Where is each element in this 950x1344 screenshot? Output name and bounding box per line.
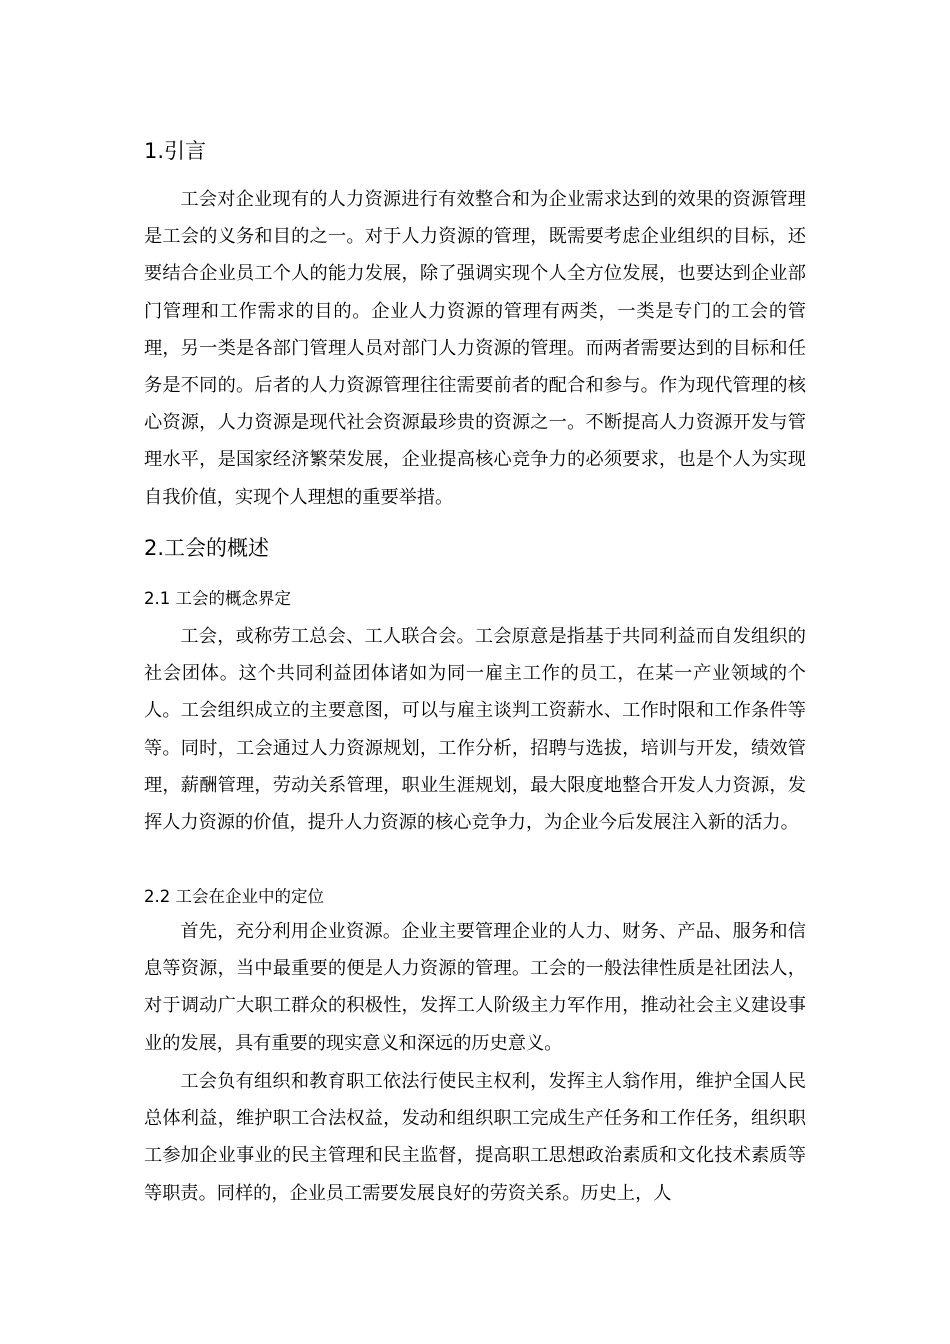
section-2-1-paragraph: 工会，或称劳工总会、工人联合会。工会原意是指基于共同利益而自发组织的社会团体。这个共同利益团体诸如为同一雇主工作的员工，在某一产业领域的个人。工会组织成立的主要意图，可以与雇主谈判工资薪水、工作时限和工作条件等等。同时，工会通过人力资源规划，工作分析，招聘与选拔，培训与开发，绩效管理，薪酬管理，劳动关系管理，职业生涯规划，最大限度地整合开发人力资源，发挥人力资源的价值，提升人力资源的核心竞争力，为企业今后发展注入新的活力。: [144, 626, 806, 834]
section-2-2-heading: 2.2 工会在企业中的定位: [144, 887, 324, 906]
section-1-heading: 1.引言: [144, 139, 207, 163]
section-1-paragraph: 工会对企业现有的人力资源进行有效整合和为企业需求达到的效果的资源管理是工会的义务和目的之一。对于人力资源的管理，既需要考虑企业组织的目标，还要结合企业员工个人的能力发展，除了强调实现个人全方位发展，也要达到企业部门管理和工作需求的目的。企业人力资源的管理有两类，一类是专门的工会的管理，另一类是各部门管理人员对部门人力资源的管理。而两者需要达到的目标和任务是不同的。后者的人力资源管理往往需要前者的配合和参与。作为现代管理的核心资源，人力资源是现代社会资源最珍贵的资源之一。不断提高人力资源开发与管理水平，是国家经济繁荣发展，企业提高核心竞争力的必须要求，也是个人为实现自我价值，实现个人理想的重要举措。: [144, 189, 806, 508]
section-2-1-heading: 2.1 工会的概念界定: [144, 589, 291, 608]
section-2-2-paragraph-2: 工会负有组织和教育职工依法行使民主权利，发挥主人翁作用，维护全国人民总体利益，维护职工合法权益，发动和组织职工完成生产任务和工作任务，组织职工参加企业事业的民主管理和民主监督，提高职工思想政治素质和文化技术素质等等职责。同样的，企业员工需要发展良好的劳资关系。历史上，人: [144, 1071, 806, 1204]
section-2-2-paragraph-1: 首先，充分利用企业资源。企业主要管理企业的人力、财务、产品、服务和信息等资源，当中最重要的便是人力资源的管理。工会的一般法律性质是社团法人，对于调动广大职工群众的积极性，发挥工人阶级主力军作用，推动社会主义建设事业的发展，具有重要的现实意义和深远的历史意义。: [144, 921, 806, 1054]
section-2-heading: 2.工会的概述: [144, 536, 270, 560]
